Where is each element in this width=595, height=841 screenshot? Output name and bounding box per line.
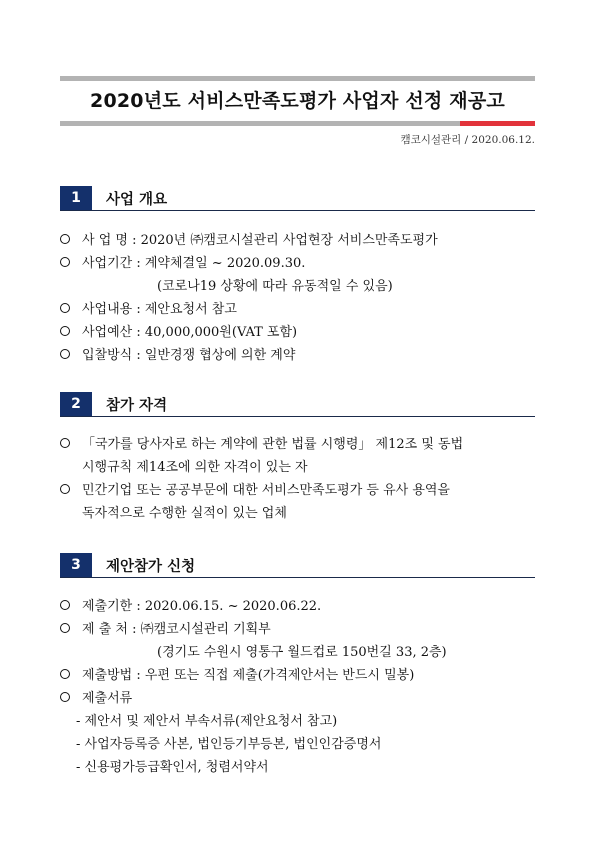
circle-bullet-icon [60, 344, 74, 367]
list-item-continuation: 시행규칙 제14조에 의한 자격이 있는 자 [82, 460, 308, 475]
section-1-header [60, 186, 535, 211]
section-1-title: 사업 개요 [106, 191, 168, 208]
section-3-items [60, 595, 535, 779]
list-item: 「국가를 당사자로 하는 계약에 관한 법률 시행령」 제12조 및 동법 [60, 433, 535, 456]
circle-bullet-icon [60, 433, 74, 456]
document-title: 2020년도 서비스만족도평가 사업자 선정 재공고 [90, 90, 505, 112]
list-item: 제출방법 : 우편 또는 직접 제출(가격제안서는 반드시 밀봉) [60, 664, 535, 687]
circle-bullet-icon [60, 664, 74, 687]
title-top-rule [60, 76, 535, 81]
list-item: 제출기한 : 2020.06.15. ~ 2020.06.22. [60, 595, 535, 618]
section-2-items [60, 433, 535, 525]
circle-bullet-icon [60, 252, 74, 275]
circle-bullet-icon [60, 479, 74, 502]
list-item: 입찰방식 : 일반경쟁 협상에 의한 계약 [60, 344, 535, 367]
section-2 [60, 392, 535, 525]
list-item: 사업내용 : 제안요청서 참고 [60, 298, 535, 321]
list-item: 제 출 처 : ㈜캠코시설관리 기획부 [60, 618, 535, 641]
section-1-items [60, 229, 535, 367]
section-1 [60, 186, 535, 367]
list-item-continuation: (코로나19 상황에 따라 유동적일 수 있음) [157, 279, 393, 294]
circle-bullet-icon [60, 321, 74, 344]
list-item-continuation: (경기도 수원시 영통구 월드컵로 150번길 33, 2층) [157, 645, 447, 660]
title-bottom-rule [60, 121, 535, 126]
list-item: 제출서류 [60, 687, 535, 710]
section-3-title: 제안참가 신청 [106, 558, 196, 575]
list-item: 사업기간 : 계약체결일 ~ 2020.09.30. [60, 252, 535, 275]
list-item: 민간기업 또는 공공부문에 대한 서비스만족도평가 등 유사 용역을 [60, 479, 535, 502]
section-3-number: 3 [60, 553, 92, 577]
list-item: 사 업 명 : 2020년 ㈜캠코시설관리 사업현장 서비스만족도평가 [60, 229, 535, 252]
sub-list-item: - 제안서 및 제안서 부속서류(제안요청서 참고) [76, 714, 338, 729]
issuer-date: 캠코시설관리 / 2020.06.12. [400, 134, 535, 146]
circle-bullet-icon [60, 687, 74, 710]
section-3 [60, 553, 535, 779]
title-block [60, 76, 535, 126]
section-2-title: 참가 자격 [106, 397, 168, 414]
circle-bullet-icon [60, 229, 74, 252]
section-2-number: 2 [60, 392, 92, 416]
circle-bullet-icon [60, 595, 74, 618]
list-item-continuation: 독자적으로 수행한 실적이 있는 업체 [82, 506, 287, 521]
title-bottom-rule-gray [60, 121, 460, 126]
circle-bullet-icon [60, 618, 74, 641]
list-item: 사업예산 : 40,000,000원(VAT 포함) [60, 321, 535, 344]
title-bottom-rule-red [460, 121, 535, 126]
section-2-header [60, 392, 535, 417]
sub-list-item: - 신용평가등급확인서, 청렴서약서 [76, 760, 269, 775]
section-3-header [60, 553, 535, 578]
sub-list-item: - 사업자등록증 사본, 법인등기부등본, 법인인감증명서 [76, 737, 382, 752]
section-1-number: 1 [60, 186, 92, 210]
circle-bullet-icon [60, 298, 74, 321]
